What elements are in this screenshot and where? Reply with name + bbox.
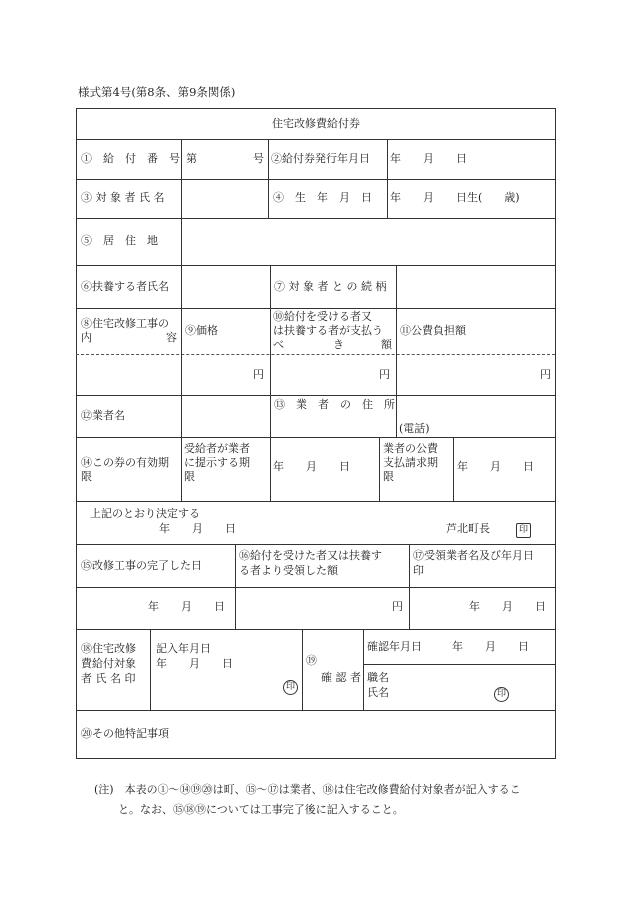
completion-date-value: 年 月 日 <box>148 600 225 613</box>
position-label: 職名 <box>367 671 389 684</box>
completion-date-label: ⑮改修工事の完了した日 <box>81 559 202 572</box>
checker-seal-mark: 印 <box>494 687 509 702</box>
work-content-label-2b: 容 <box>166 331 177 344</box>
payable-label-2: は扶養する者が支払う <box>273 324 383 337</box>
received-amount-label-2: る者より受領した額 <box>239 564 338 577</box>
beneficiary-seal-label-3: 者 氏 名 印 <box>81 672 136 685</box>
work-content-label-1: ⑧住宅改修工事の <box>81 317 169 330</box>
checker-seal-icon <box>494 686 509 702</box>
received-amount-label-1: ⑯給付を受けた者又は扶養す <box>239 549 382 562</box>
price-yen: 円 <box>253 368 264 381</box>
voucher-number-prefix: 第 <box>186 152 197 165</box>
claim-deadline-label-3: 限 <box>383 470 394 483</box>
beneficiary-seal-label-1: ⑱住宅改修 <box>81 642 136 655</box>
public-burden-yen: 円 <box>540 368 551 381</box>
decision-date: 年 月 日 <box>159 522 236 535</box>
mayor-seal-mark: 印 <box>516 523 531 538</box>
present-deadline-label-1: 受給者が業者 <box>184 442 250 455</box>
validity-label-2: 限 <box>81 470 92 483</box>
special-notes-label: ⑳その他特記事項 <box>81 727 169 740</box>
footnote-line-1: (注) 本表の①～⑭⑲⑳は町、⑮～⑰は業者、⑱は住宅改修費給付対象者が記入するこ <box>94 783 521 796</box>
validity-label-1: ⑭この券の有効期 <box>81 456 169 469</box>
voucher-form <box>76 108 556 759</box>
claim-deadline-label-1: 業者の公費 <box>383 442 438 455</box>
work-content-label-2a: 内 <box>81 331 92 344</box>
receipt-label-1: ⑰受領業者名及び年月日 <box>413 549 534 562</box>
footnote-line-2: と。なお、⑮⑱⑲については工事完了後に記入すること。 <box>118 803 404 816</box>
birth-date-label: ④ 生 年 月 日 <box>273 191 372 204</box>
footnote <box>94 780 556 820</box>
issue-date-value: 年 月 日 <box>390 152 467 165</box>
relationship-label: ⑦ 対 象 者 と の 続 柄 <box>274 280 387 293</box>
voucher-number-label: ① 給 付 番 号 <box>81 152 180 165</box>
contractor-name-label: ⑫業者名 <box>81 409 125 422</box>
payable-label-1: ⑩給付を受ける者又 <box>273 310 372 323</box>
residence-label: ⑤ 居 住 地 <box>81 234 158 247</box>
form-number-label: 様式第4号(第8条、第9条関係) <box>78 85 236 99</box>
confirm-date-value: 年 月 日 <box>452 640 529 653</box>
public-burden-label: ⑪公費負担額 <box>400 324 466 337</box>
payable-label-3a: べ <box>273 338 284 351</box>
subject-name-label: ③ 対 象 者 氏 名 <box>81 191 165 204</box>
present-deadline-label-3: 限 <box>184 470 195 483</box>
phone-label: (電話) <box>399 422 430 435</box>
receipt-label-2: 印 <box>413 564 424 577</box>
mayor-seal-icon <box>516 522 531 538</box>
beneficiary-seal-label-2: 費給付対象 <box>81 657 136 670</box>
price-label: ⑨価格 <box>185 324 218 337</box>
entry-date-label: 記入年月日 <box>156 642 211 655</box>
payable-yen: 円 <box>379 368 390 381</box>
payable-label-3b: き <box>333 338 344 351</box>
issue-date-label: ②給付券発行年月日 <box>271 152 370 165</box>
voucher-title: 住宅改修費給付券 <box>272 117 360 130</box>
beneficiary-seal-mark: 印 <box>283 680 298 695</box>
present-deadline-label-2: に提示する期 <box>184 456 250 469</box>
receipt-date-value: 年 月 日 <box>469 600 546 613</box>
payable-label-3c: 額 <box>381 338 392 351</box>
confirm-date-label: 確認年月日 <box>367 640 422 653</box>
beneficiary-seal-icon <box>283 679 298 695</box>
checker-label: 確 認 者 <box>321 671 361 684</box>
voucher-number-suffix: 号 <box>253 152 264 165</box>
decision-statement: 上記のとおり決定する <box>90 507 200 520</box>
present-deadline-value: 年 月 日 <box>273 460 350 473</box>
supporter-name-label: ⑥扶養する者氏名 <box>81 280 169 293</box>
claim-deadline-value: 年 月 日 <box>457 460 534 473</box>
mayor-label: 芦北町長 <box>446 522 490 535</box>
entry-date-value: 年 月 日 <box>156 657 233 670</box>
checker-number: ⑲ <box>306 654 317 667</box>
received-amount-yen: 円 <box>392 600 403 613</box>
birth-date-value: 年 月 日生( 歳) <box>390 191 520 204</box>
claim-deadline-label-2: 支払請求期 <box>383 456 438 469</box>
checker-name-label: 氏名 <box>367 686 389 699</box>
contractor-address-label: ⑬ 業 者 の 住 所 <box>274 398 395 411</box>
